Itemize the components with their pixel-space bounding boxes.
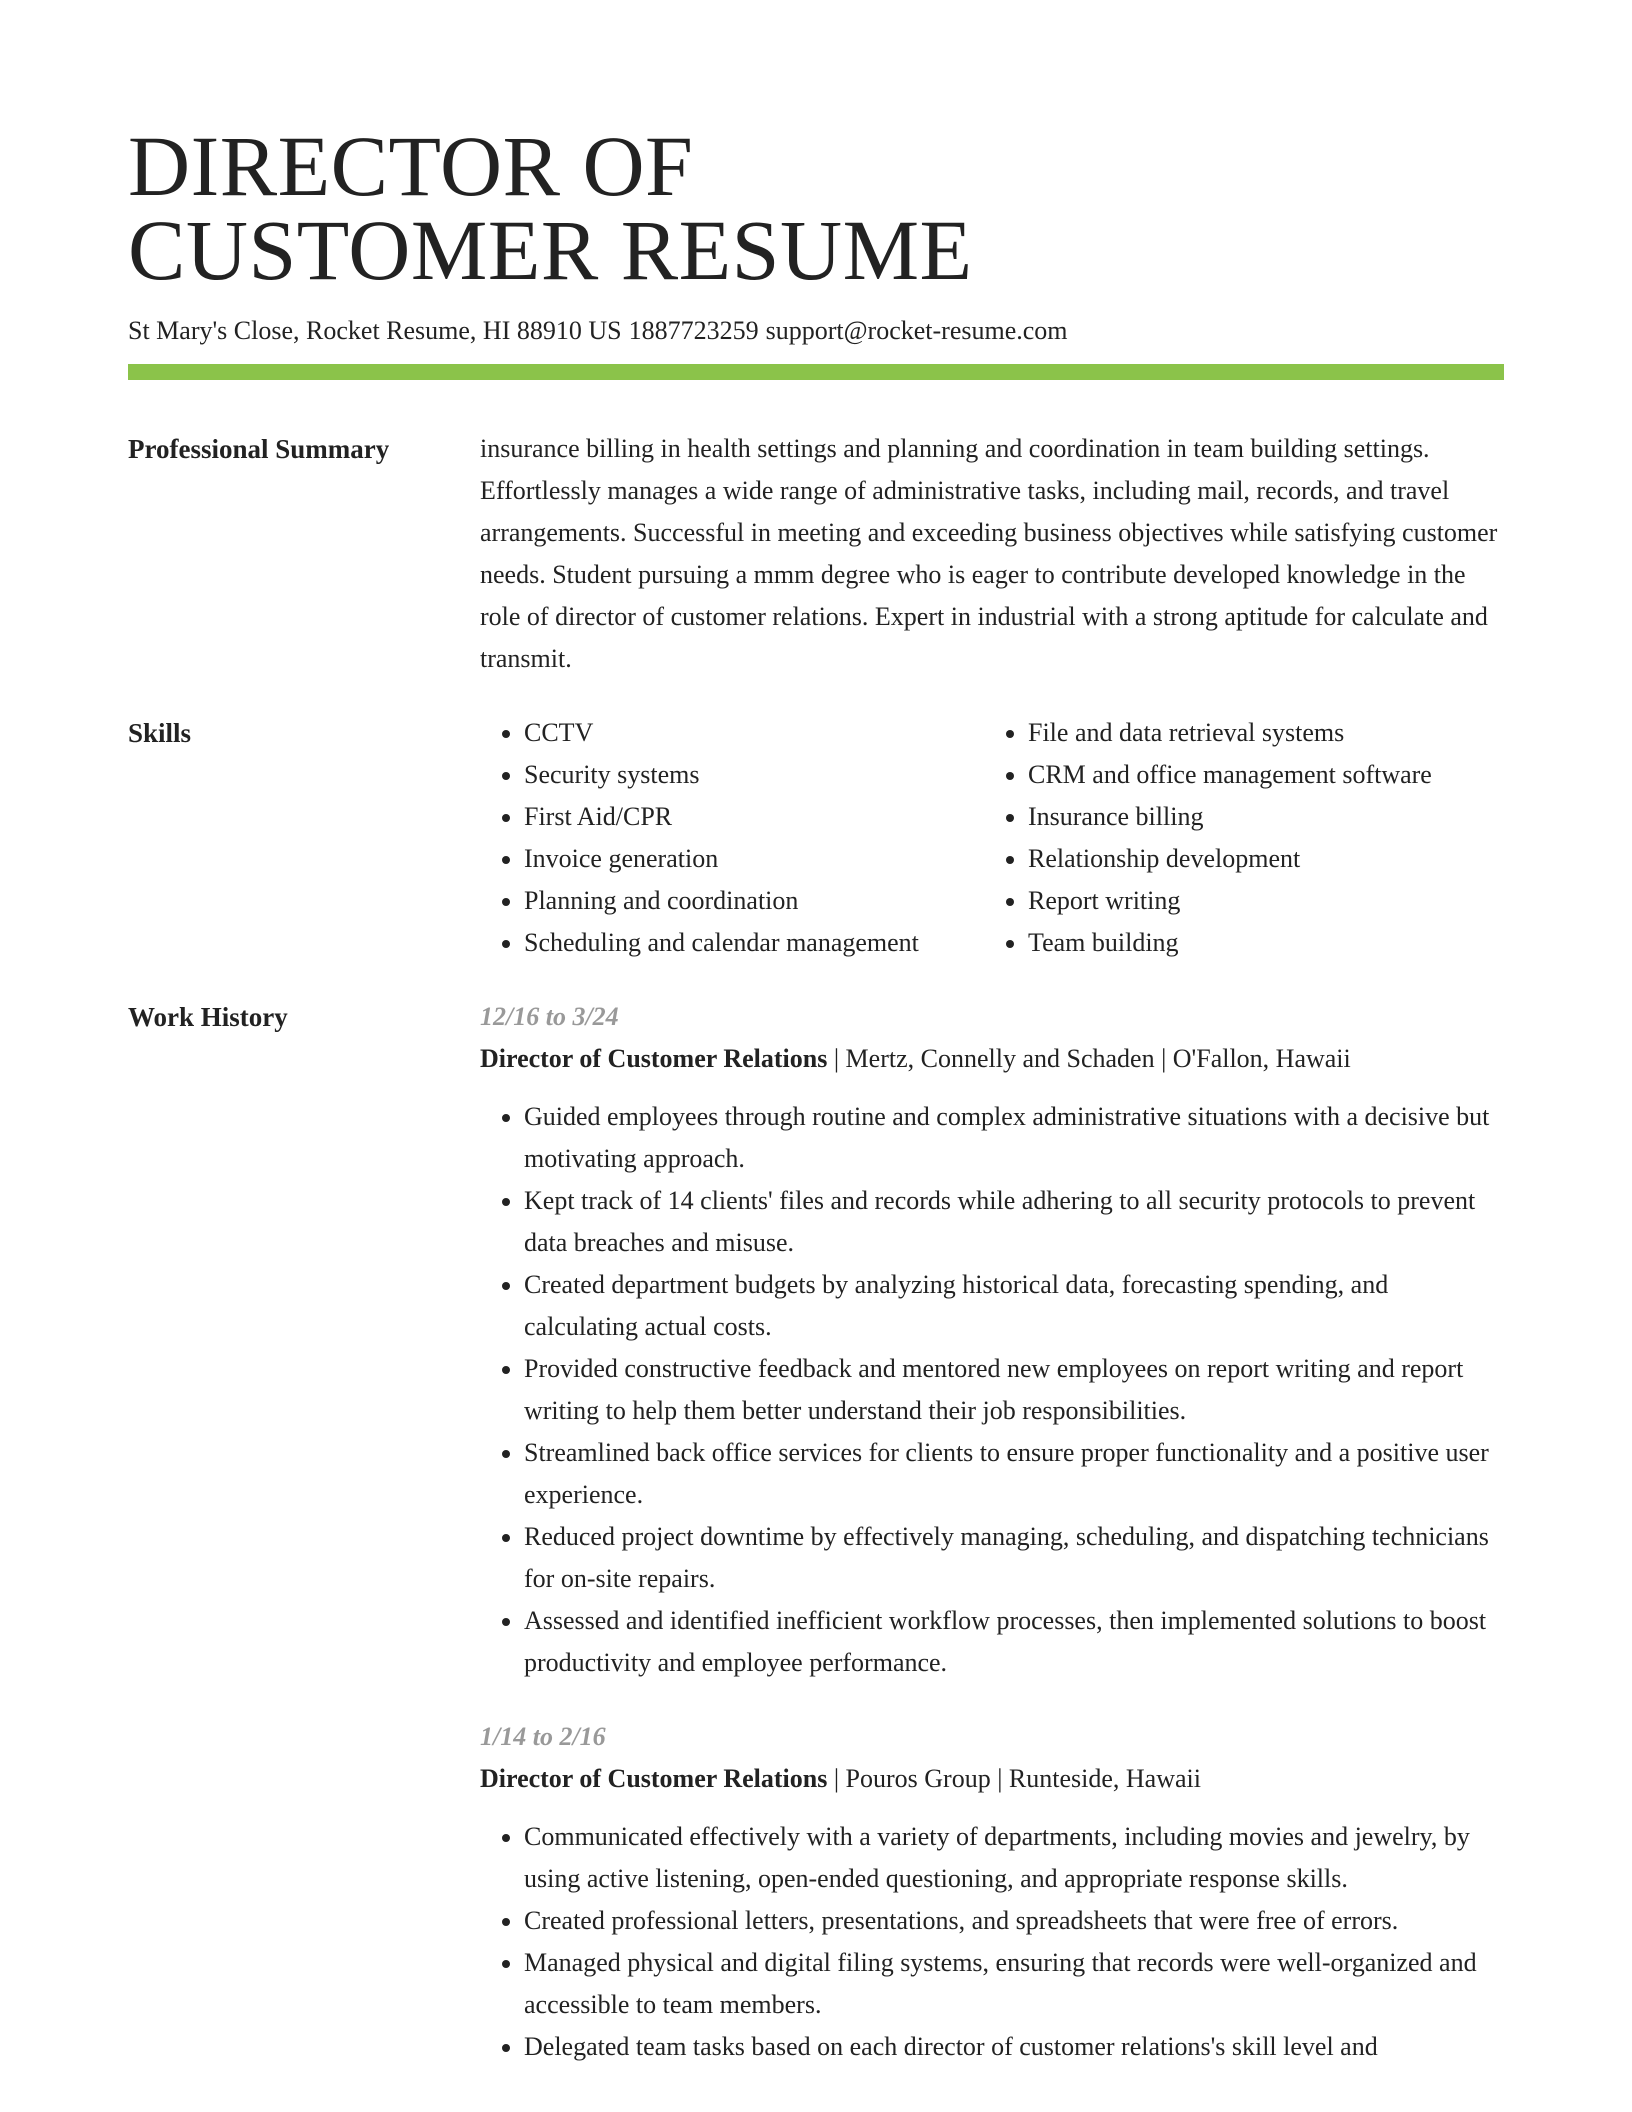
- work-history-section: [128, 996, 1504, 2090]
- job-details: | Pouros Group | Runteside, Hawaii: [827, 1764, 1201, 1793]
- skill-item: • CCTV: [524, 712, 984, 754]
- job-title-line: [480, 1758, 1504, 1800]
- skill-item: • Relationship development: [1028, 838, 1488, 880]
- job-bullet: • Reduced project downtime by effectively managing, scheduling, and dispatching technicians for on-site repairs.: [524, 1516, 1504, 1600]
- job-bullet: • Kept track of 14 clients' files and records while adhering to all security protocols to prevent data breaches and misuse.: [524, 1180, 1504, 1264]
- job-bullet: • Managed physical and digital filing systems, ensuring that records were well-organized and accessible to team members.: [524, 1942, 1504, 2026]
- job-bullet: • Created department budgets by analyzing historical data, forecasting spending, and calculating actual costs.: [524, 1264, 1504, 1348]
- work-history-body: [480, 996, 1504, 2090]
- job-bullet: • Communicated effectively with a variety of departments, including movies and jewelry, by using active listening, open-ended questioning, and appropriate response skills.: [524, 1816, 1504, 1900]
- address: St Mary's Close, Rocket Resume, HI 88910 US: [128, 316, 622, 345]
- job-details: | Mertz, Connelly and Schaden | O'Fallon, Hawaii: [827, 1044, 1351, 1073]
- job-date: 12/16 to 3/24: [480, 1002, 619, 1031]
- job-bullets: [480, 1816, 1504, 2068]
- skill-item: • First Aid/CPR: [524, 796, 984, 838]
- job-entry: [480, 1716, 1504, 2068]
- resume-page: [128, 118, 1504, 2090]
- job-bullet: • Created professional letters, presentations, and spreadsheets that were free of errors.: [524, 1900, 1504, 1942]
- skill-item: • Planning and coordination: [524, 880, 984, 922]
- email[interactable]: support@rocket-resume.com: [765, 316, 1068, 345]
- job-entry: [480, 996, 1504, 1684]
- summary-text: insurance billing in health settings and planning and coordination in team building settings. Effortlessly manages a wide range of administrative tasks, including mail, records, and travel arrangements. Successful in meeting and exceeding business objectives while satisfying customer needs. Student pursuing a mmm degree who is eager to contribute developed knowledge in the role of director of customer relations. Expert in industrial with a strong aptitude for calculate and transmit.: [480, 434, 1498, 673]
- skill-item: • Team building: [1028, 922, 1488, 964]
- skill-item: • Report writing: [1028, 880, 1488, 922]
- skills-column-2: [984, 712, 1488, 964]
- section-label-skills: Skills: [128, 718, 192, 748]
- skills-columns: [480, 712, 1504, 964]
- job-bullet: • Streamlined back office services for clients to ensure proper functionality and a positive user experience.: [524, 1432, 1504, 1516]
- skill-item: • CRM and office management software: [1028, 754, 1488, 796]
- title-line-1: DIRECTOR OF: [128, 118, 694, 214]
- resume-title: [128, 118, 1504, 298]
- phone: 1887723259: [628, 316, 759, 345]
- skill-item: • Security systems: [524, 754, 984, 796]
- job-title: Director of Customer Relations: [480, 1044, 828, 1073]
- skills-column-1: [480, 712, 984, 964]
- section-label-summary: Professional Summary: [128, 434, 390, 464]
- job-bullets: [480, 1096, 1504, 1684]
- accent-divider: [128, 364, 1504, 380]
- title-line-2: CUSTOMER RESUME: [128, 202, 973, 298]
- job-bullet: • Guided employees through routine and complex administrative situations with a decisive but motivating approach.: [524, 1096, 1504, 1180]
- skills-section: [128, 712, 1504, 964]
- job-bullet: • Provided constructive feedback and mentored new employees on report writing and report writing to help them better understand their job responsibilities.: [524, 1348, 1504, 1432]
- job-bullet: • Assessed and identified inefficient workflow processes, then implemented solutions to boost productivity and employee performance.: [524, 1600, 1504, 1684]
- job-date: 1/14 to 2/16: [480, 1722, 606, 1751]
- skill-item: • Insurance billing: [1028, 796, 1488, 838]
- skill-item: • File and data retrieval systems: [1028, 712, 1488, 754]
- contact-line: [128, 314, 1504, 348]
- skill-item: • Scheduling and calendar management: [524, 922, 984, 964]
- job-bullet: • Delegated team tasks based on each director of customer relations's skill level and: [524, 2026, 1504, 2068]
- section-label-work: Work History: [128, 1002, 288, 1032]
- summary-section: [128, 428, 1504, 680]
- job-title: Director of Customer Relations: [480, 1764, 828, 1793]
- skill-item: • Invoice generation: [524, 838, 984, 880]
- job-title-line: [480, 1038, 1504, 1080]
